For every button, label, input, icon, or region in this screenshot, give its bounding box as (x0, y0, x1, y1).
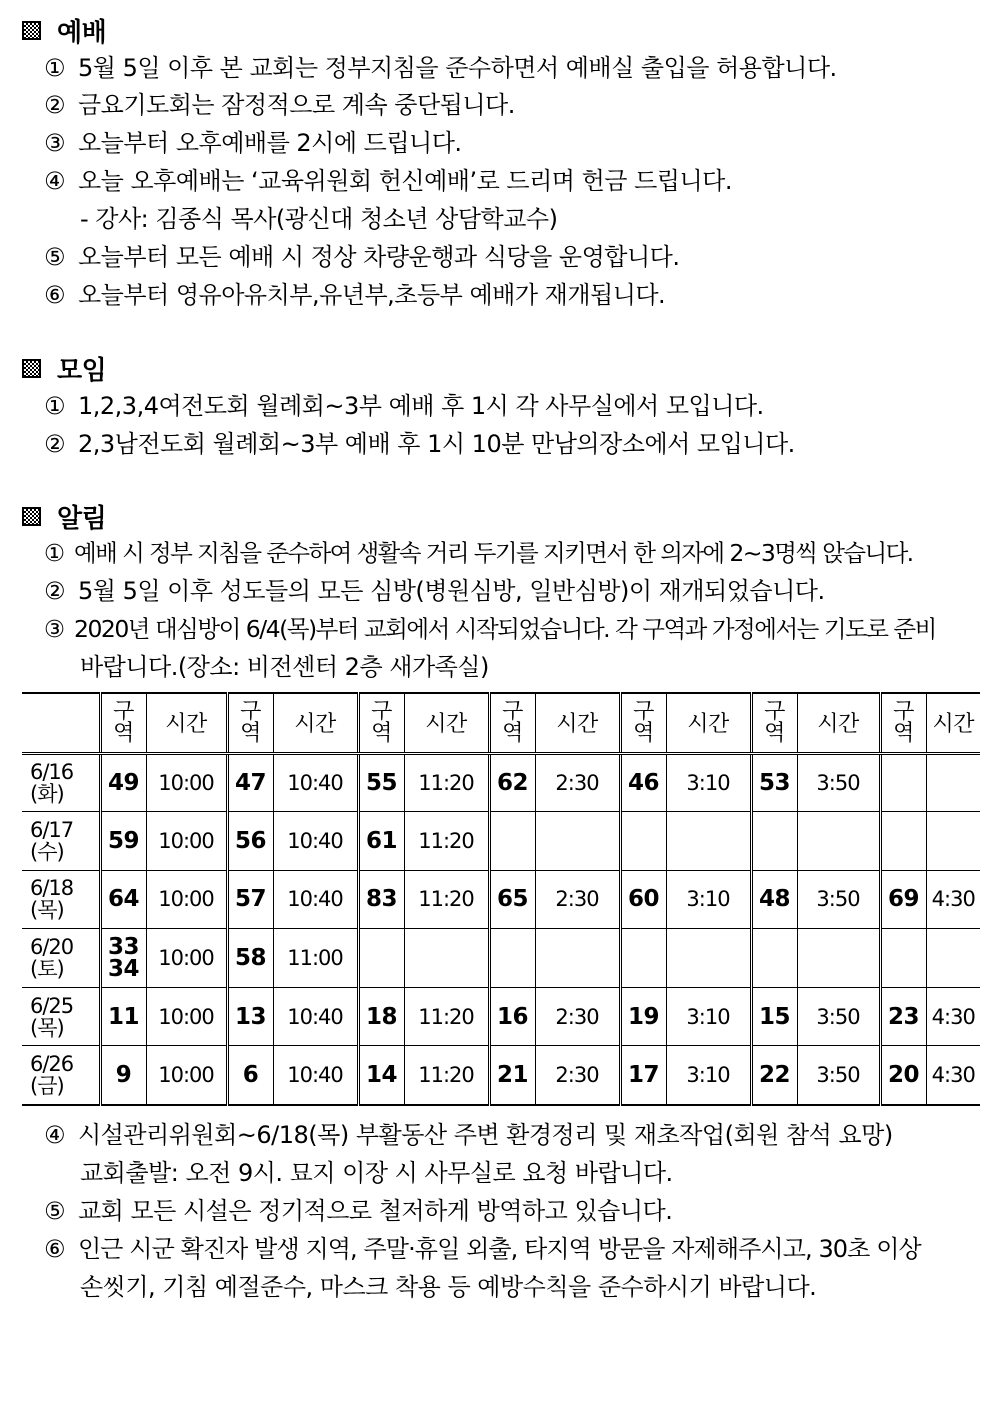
header-zone-top: 구 (764, 698, 785, 724)
list-item (44, 1231, 921, 1267)
header-zone-top: 구 (371, 698, 392, 724)
header-date (22, 693, 100, 753)
time-cell: 2:30 (535, 1046, 620, 1105)
time-cell: 2:30 (535, 987, 620, 1046)
zone-cell: 15 (751, 987, 797, 1046)
zone-cell: 20 (880, 1046, 926, 1105)
zone-cell (100, 929, 146, 988)
item-number: ⑥ (44, 1235, 65, 1263)
table-header-row (22, 693, 980, 753)
time-cell: 10:00 (146, 870, 227, 929)
time-cell: 11:00 (273, 929, 358, 988)
item-text: 5월 5일 이후 본 교회는 정부지침을 준수하면서 예배실 출입을 허용합니다. (78, 54, 837, 82)
zone-cell: 83 (358, 870, 404, 929)
time-cell (926, 812, 980, 871)
section-heading-worship (22, 12, 106, 48)
zone-cell: 16 (489, 987, 535, 1046)
time-cell: 3:50 (797, 753, 880, 812)
list-item (44, 1117, 893, 1153)
list-item (44, 573, 825, 609)
date-text: 6/20 (30, 935, 74, 960)
header-zone-bottom: 역 (371, 720, 392, 746)
zone-cell: 13 (227, 987, 273, 1046)
time-cell: 10:40 (273, 1046, 358, 1105)
zone-cell (489, 812, 535, 871)
header-zone (880, 693, 926, 753)
zone-cell: 19 (620, 987, 666, 1046)
header-time: 시간 (926, 693, 980, 753)
item-number: ⑥ (44, 281, 66, 309)
date-cell (22, 929, 100, 988)
zone-cell: 46 (620, 753, 666, 812)
zone-cell: 14 (358, 1046, 404, 1105)
header-time: 시간 (797, 693, 880, 753)
date-cell (22, 1046, 100, 1105)
weekday-text: (화) (30, 781, 64, 806)
header-zone-top: 구 (240, 698, 261, 724)
item-text: 오늘 오후예배는 ‘교육위원회 헌신예배’로 드리며 헌금 드립니다. (78, 167, 732, 195)
visitation-schedule-table (22, 692, 980, 1106)
zone-cell (880, 753, 926, 812)
header-zone-bottom: 역 (764, 720, 785, 746)
time-cell: 4:30 (926, 870, 980, 929)
zone-cell (620, 929, 666, 988)
header-zone (620, 693, 666, 753)
time-cell (535, 929, 620, 988)
table-row (22, 870, 980, 929)
table-row (22, 987, 980, 1046)
item-number: ② (44, 430, 66, 458)
date-cell (22, 753, 100, 812)
header-zone-bottom: 역 (893, 720, 914, 746)
item-number: ② (44, 577, 66, 605)
zone-cell (751, 929, 797, 988)
time-cell: 10:40 (273, 812, 358, 871)
time-cell: 10:40 (273, 753, 358, 812)
item-number: ⑤ (44, 243, 66, 271)
item-text: 5월 5일 이후 성도들의 모든 심방(병원심방, 일반심방)이 재개되었습니다. (78, 577, 825, 605)
item-text: 예배 시 정부 지침을 준수하여 생활속 거리 두기를 지키면서 한 의자에 2~3명씩 앉습니다. (74, 539, 913, 567)
time-cell: 10:40 (273, 987, 358, 1046)
zone-cell (880, 929, 926, 988)
table-body (22, 753, 980, 1105)
item-number: ① (44, 392, 66, 420)
time-cell: 11:20 (404, 812, 489, 871)
list-item (44, 87, 515, 123)
item-continuation: 손씻기, 기침 예절준수, 마스크 착용 등 예방수칙을 준수하시기 바랍니다. (80, 1273, 817, 1301)
zone-cell (358, 929, 404, 988)
zone-cell: 48 (751, 870, 797, 929)
item-number: ③ (44, 129, 66, 157)
header-zone-bottom: 역 (633, 720, 654, 746)
item-continuation: 교회출발: 오전 9시. 묘지 이장 시 사무실로 요청 바랍니다. (80, 1159, 673, 1187)
weekday-text: (토) (30, 957, 64, 982)
zone-cell: 53 (751, 753, 797, 812)
speaker-line: - 강사: 김종식 목사(광신대 청소년 상담학교수) (80, 205, 558, 233)
time-cell (666, 812, 751, 871)
zone-cell: 18 (358, 987, 404, 1046)
header-zone-bottom: 역 (113, 720, 134, 746)
zone-cell: 6 (227, 1046, 273, 1105)
item-text: 시설관리위원회~6/18(목) 부활동산 주변 환경정리 및 재초작업(회원 참석 요망) (78, 1121, 893, 1149)
list-item (44, 277, 665, 313)
table-row (22, 1046, 980, 1105)
section-heading-meeting (22, 350, 106, 386)
weekday-text: (금) (30, 1074, 64, 1099)
time-cell (926, 929, 980, 988)
zone-cell: 21 (489, 1046, 535, 1105)
section-title: 알림 (57, 503, 107, 534)
header-time: 시간 (273, 693, 358, 753)
header-time: 시간 (404, 693, 489, 753)
weekday-text: (목) (30, 898, 64, 923)
zone-cell: 22 (751, 1046, 797, 1105)
weekday-text: (목) (30, 1015, 64, 1040)
zone-cell: 65 (489, 870, 535, 929)
time-cell: 2:30 (535, 870, 620, 929)
time-cell (797, 929, 880, 988)
time-cell: 3:10 (666, 987, 751, 1046)
list-item (44, 426, 795, 462)
item-text: 오늘부터 오후예배를 2시에 드립니다. (78, 129, 462, 157)
date-cell (22, 812, 100, 871)
header-zone (100, 693, 146, 753)
item-text: 금요기도회는 잠정적으로 계속 중단됩니다. (78, 91, 515, 119)
list-item (44, 388, 764, 424)
section-title: 모임 (57, 355, 107, 386)
hatched-square-icon (22, 359, 41, 378)
date-text: 6/17 (30, 817, 74, 842)
zone-cell: 17 (620, 1046, 666, 1105)
time-cell (797, 812, 880, 871)
time-cell: 10:00 (146, 929, 227, 988)
zone-cell: 55 (358, 753, 404, 812)
time-cell: 10:00 (146, 987, 227, 1046)
list-item (44, 1193, 672, 1229)
item-number: ④ (44, 1121, 66, 1149)
item-text: 2,3남전도회 월례회~3부 예배 후 1시 10분 만남의장소에서 모입니다. (78, 430, 795, 458)
item-number: ③ (44, 615, 64, 643)
header-zone-top: 구 (113, 698, 134, 724)
item-number: ④ (44, 167, 66, 195)
date-text: 6/25 (30, 993, 74, 1018)
item-text: 오늘부터 영유아유치부,유년부,초등부 예배가 재개됩니다. (78, 281, 666, 309)
item-text: 인근 시군 확진자 발생 지역, 주말·휴일 외출, 타지역 방문을 자제해주시고, 30초 이상 (78, 1235, 921, 1263)
time-cell: 10:00 (146, 1046, 227, 1105)
time-cell: 3:10 (666, 753, 751, 812)
list-item (44, 50, 837, 86)
zone-cell (751, 812, 797, 871)
time-cell: 3:50 (797, 1046, 880, 1105)
hatched-square-icon (22, 507, 41, 526)
date-text: 6/18 (30, 876, 74, 901)
item-number: ① (44, 54, 66, 82)
time-cell (404, 929, 489, 988)
table-row (22, 812, 980, 871)
header-zone (751, 693, 797, 753)
time-cell: 3:50 (797, 987, 880, 1046)
time-cell (535, 812, 620, 871)
weekday-text: (수) (30, 839, 64, 864)
list-item (44, 611, 936, 647)
header-zone-bottom: 역 (502, 720, 523, 746)
header-zone-top: 구 (502, 698, 523, 724)
item-text: 2020년 대심방이 6/4(목)부터 교회에서 시작되었습니다. 각 구역과 가정에서는 기도로 준비 (74, 615, 936, 643)
item-number: ① (44, 539, 64, 567)
time-cell: 11:20 (404, 870, 489, 929)
item-text: 교회 모든 시설은 정기적으로 철저하게 방역하고 있습니다. (78, 1197, 673, 1225)
zone-cell: 49 (100, 753, 146, 812)
header-zone-top: 구 (633, 698, 654, 724)
header-time: 시간 (146, 693, 227, 753)
item-text: 오늘부터 모든 예배 시 정상 차량운행과 식당을 운영합니다. (78, 243, 680, 271)
header-zone (489, 693, 535, 753)
time-cell: 10:00 (146, 753, 227, 812)
date-text: 6/16 (30, 759, 74, 784)
zone-cell: 11 (100, 987, 146, 1046)
item-continuation: 바랍니다.(장소: 비전센터 2층 새가족실) (80, 653, 489, 681)
item-text: 1,2,3,4여전도회 월례회~3부 예배 후 1시 각 사무실에서 모입니다. (78, 392, 764, 420)
time-cell (926, 753, 980, 812)
zone-cell: 69 (880, 870, 926, 929)
item-number: ② (44, 91, 66, 119)
header-zone-top: 구 (893, 698, 914, 724)
time-cell: 11:20 (404, 1046, 489, 1105)
zone-cell (489, 929, 535, 988)
zone-cell: 58 (227, 929, 273, 988)
date-text: 6/26 (30, 1052, 74, 1077)
zone-cell (880, 812, 926, 871)
zone-cell: 59 (100, 812, 146, 871)
list-item (44, 163, 732, 199)
header-zone (358, 693, 404, 753)
header-time: 시간 (666, 693, 751, 753)
time-cell: 3:10 (666, 1046, 751, 1105)
zone-number: 34 (107, 956, 139, 983)
time-cell: 11:20 (404, 987, 489, 1046)
time-cell: 4:30 (926, 1046, 980, 1105)
zone-cell: 56 (227, 812, 273, 871)
zone-cell: 64 (100, 870, 146, 929)
section-title: 예배 (57, 17, 107, 48)
section-heading-notice (22, 498, 106, 534)
time-cell: 10:40 (273, 870, 358, 929)
item-number: ⑤ (44, 1197, 66, 1225)
table-row (22, 929, 980, 988)
zone-cell: 62 (489, 753, 535, 812)
zone-number: 33 (107, 934, 139, 961)
zone-cell: 47 (227, 753, 273, 812)
time-cell: 3:10 (666, 870, 751, 929)
time-cell (666, 929, 751, 988)
time-cell: 11:20 (404, 753, 489, 812)
hatched-square-icon (22, 21, 41, 40)
list-item (44, 535, 913, 571)
date-cell (22, 870, 100, 929)
zone-cell (620, 812, 666, 871)
zone-cell: 57 (227, 870, 273, 929)
date-cell (22, 987, 100, 1046)
table-row (22, 753, 980, 812)
time-cell: 10:00 (146, 812, 227, 871)
list-item (44, 239, 679, 275)
time-cell: 2:30 (535, 753, 620, 812)
zone-cell: 60 (620, 870, 666, 929)
header-zone (227, 693, 273, 753)
zone-cell: 9 (100, 1046, 146, 1105)
list-item (44, 125, 462, 161)
header-time: 시간 (535, 693, 620, 753)
time-cell: 3:50 (797, 870, 880, 929)
header-zone-bottom: 역 (240, 720, 261, 746)
time-cell: 4:30 (926, 987, 980, 1046)
zone-cell: 23 (880, 987, 926, 1046)
zone-cell: 61 (358, 812, 404, 871)
